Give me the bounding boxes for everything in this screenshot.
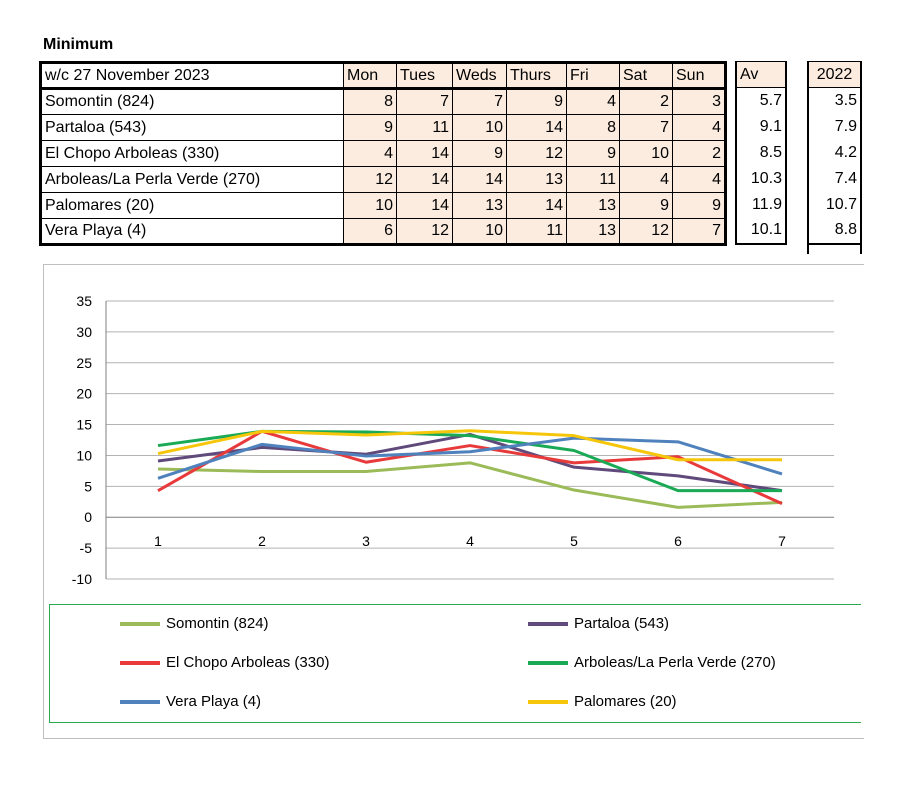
average-cell: 9.1 bbox=[736, 114, 786, 140]
legend-item bbox=[528, 654, 776, 671]
average-cell: 11.9 bbox=[736, 192, 786, 218]
y-tick-label: 25 bbox=[76, 354, 92, 371]
prev-year-cell: 7.9 bbox=[808, 114, 861, 140]
day-header: Thurs bbox=[507, 63, 567, 89]
temperature-cell: 9 bbox=[567, 141, 620, 167]
temperature-cell: 10 bbox=[453, 219, 507, 245]
legend-item bbox=[120, 615, 269, 632]
legend-swatch bbox=[528, 700, 568, 704]
temperature-cell: 12 bbox=[397, 219, 453, 245]
temperature-cell: 10 bbox=[344, 193, 397, 219]
y-tick-label: 15 bbox=[76, 416, 92, 433]
temperature-cell: 13 bbox=[507, 167, 567, 193]
station-name: El Chopo Arboleas (330) bbox=[41, 141, 344, 167]
page-title: Minimum bbox=[43, 36, 114, 53]
prev-year-cell: 3.5 bbox=[808, 88, 861, 114]
day-header: Weds bbox=[453, 63, 507, 89]
table-row bbox=[41, 193, 726, 219]
legend-label: Arboleas/La Perla Verde (270) bbox=[574, 654, 776, 671]
prev-year-column bbox=[807, 61, 862, 254]
temperature-cell: 4 bbox=[673, 167, 726, 193]
table-row bbox=[41, 219, 726, 245]
y-tick-label: 35 bbox=[76, 293, 92, 309]
legend-label: El Chopo Arboleas (330) bbox=[166, 654, 330, 671]
prev-year-cell: 7.4 bbox=[808, 166, 861, 192]
y-tick-label: 20 bbox=[76, 385, 92, 402]
x-tick-label: 7 bbox=[778, 533, 786, 550]
temperature-cell: 2 bbox=[620, 89, 673, 115]
temperature-cell: 11 bbox=[507, 219, 567, 245]
temperature-cell: 14 bbox=[397, 193, 453, 219]
temperature-cell: 10 bbox=[620, 141, 673, 167]
station-name: Arboleas/La Perla Verde (270) bbox=[41, 167, 344, 193]
station-name: Somontin (824) bbox=[41, 89, 344, 115]
prev-year-header: 2022 bbox=[808, 62, 861, 88]
temperature-cell: 12 bbox=[344, 167, 397, 193]
chart-legend bbox=[49, 604, 861, 723]
temperature-cell: 4 bbox=[344, 141, 397, 167]
day-header: Sat bbox=[620, 63, 673, 89]
temperature-cell: 9 bbox=[620, 193, 673, 219]
temperature-cell: 4 bbox=[673, 115, 726, 141]
legend-label: Partaloa (543) bbox=[574, 615, 670, 632]
average-header: Av bbox=[736, 62, 786, 88]
temperature-cell: 14 bbox=[507, 115, 567, 141]
temperature-cell: 13 bbox=[453, 193, 507, 219]
station-name: Palomares (20) bbox=[41, 193, 344, 219]
average-cell: 8.5 bbox=[736, 140, 786, 166]
temperature-cell: 4 bbox=[620, 167, 673, 193]
temperature-cell: 2 bbox=[673, 141, 726, 167]
series-line bbox=[158, 431, 782, 503]
temperature-cell: 9 bbox=[507, 89, 567, 115]
temperature-cell: 4 bbox=[567, 89, 620, 115]
temperature-cell: 13 bbox=[567, 193, 620, 219]
table-header-row bbox=[41, 63, 726, 89]
legend-swatch bbox=[120, 661, 160, 665]
series-line bbox=[158, 463, 782, 507]
legend-label: Somontin (824) bbox=[166, 615, 269, 632]
minimum-temperature-table bbox=[39, 61, 727, 246]
table-row bbox=[41, 89, 726, 115]
y-tick-label: -10 bbox=[71, 571, 92, 587]
station-name: Vera Playa (4) bbox=[41, 219, 344, 245]
prev-year-cell: 8.8 bbox=[808, 218, 861, 244]
table-row bbox=[41, 167, 726, 193]
temperature-cell: 13 bbox=[567, 219, 620, 245]
temperature-cell: 7 bbox=[397, 89, 453, 115]
x-tick-label: 2 bbox=[258, 533, 266, 550]
temperature-cell: 11 bbox=[567, 167, 620, 193]
y-tick-label: -5 bbox=[79, 540, 92, 557]
legend-label: Vera Playa (4) bbox=[166, 693, 262, 710]
average-cell: 5.7 bbox=[736, 88, 786, 114]
legend-swatch bbox=[120, 700, 160, 704]
temperature-cell: 14 bbox=[397, 141, 453, 167]
x-tick-label: 4 bbox=[466, 533, 474, 550]
day-header: Mon bbox=[344, 63, 397, 89]
legend-item bbox=[120, 693, 261, 710]
day-header: Sun bbox=[673, 63, 726, 89]
legend-item bbox=[528, 615, 669, 632]
temperature-cell: 14 bbox=[453, 167, 507, 193]
prev-year-cell: 10.7 bbox=[808, 192, 861, 218]
temperature-cell: 7 bbox=[673, 219, 726, 245]
x-tick-label: 3 bbox=[362, 533, 370, 550]
table-edge bbox=[808, 244, 861, 254]
day-header: Fri bbox=[567, 63, 620, 89]
temperature-cell: 8 bbox=[344, 89, 397, 115]
x-tick-label: 6 bbox=[674, 533, 682, 550]
legend-item bbox=[120, 654, 329, 671]
legend-swatch bbox=[120, 622, 160, 626]
x-tick-label: 5 bbox=[570, 533, 578, 550]
y-tick-label: 30 bbox=[76, 323, 92, 340]
temperature-cell: 7 bbox=[453, 89, 507, 115]
legend-swatch bbox=[528, 661, 568, 665]
temperature-cell: 9 bbox=[453, 141, 507, 167]
temperature-cell: 3 bbox=[673, 89, 726, 115]
temperature-cell: 11 bbox=[397, 115, 453, 141]
average-cell: 10.1 bbox=[736, 218, 786, 244]
temperature-cell: 14 bbox=[397, 167, 453, 193]
legend-item bbox=[528, 693, 677, 710]
y-tick-label: 5 bbox=[84, 478, 92, 495]
y-tick-label: 10 bbox=[76, 447, 92, 464]
temperature-cell: 12 bbox=[507, 141, 567, 167]
legend-label: Palomares (20) bbox=[574, 693, 677, 710]
prev-year-cell: 4.2 bbox=[808, 140, 861, 166]
station-name: Partaloa (543) bbox=[41, 115, 344, 141]
temperature-cell: 9 bbox=[673, 193, 726, 219]
temperature-cell: 6 bbox=[344, 219, 397, 245]
temperature-cell: 8 bbox=[567, 115, 620, 141]
temperature-cell: 12 bbox=[620, 219, 673, 245]
legend-swatch bbox=[528, 622, 568, 626]
x-tick-label: 1 bbox=[154, 533, 162, 550]
y-tick-label: 0 bbox=[84, 509, 92, 526]
temperature-cell: 14 bbox=[507, 193, 567, 219]
table-row bbox=[41, 115, 726, 141]
week-commencing-label: w/c 27 November 2023 bbox=[41, 63, 344, 89]
table-row bbox=[41, 141, 726, 167]
day-header: Tues bbox=[397, 63, 453, 89]
average-column bbox=[735, 61, 787, 245]
temperature-cell: 10 bbox=[453, 115, 507, 141]
temperature-cell: 7 bbox=[620, 115, 673, 141]
average-cell: 10.3 bbox=[736, 166, 786, 192]
temperature-cell: 9 bbox=[344, 115, 397, 141]
